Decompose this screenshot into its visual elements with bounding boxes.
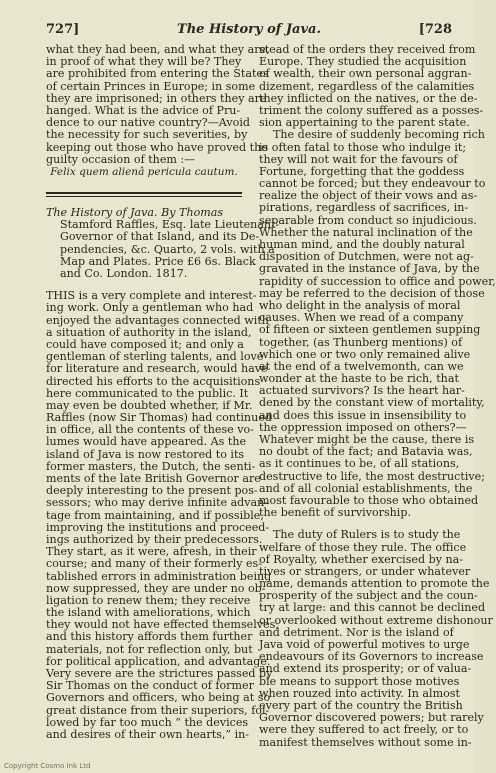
text-line: of certain Princes in Europe; in some [46,79,256,93]
text-line: manifest themselves without some in- [259,735,472,749]
text-line: Governor discovered powers; but rarely [259,711,484,725]
copyright-watermark: Copyright Cosmo Ink Ltd [4,762,91,770]
text-line: gravated in the instance of Java, by the [259,262,480,276]
text-line: former masters, the Dutch, the senti- [46,459,256,473]
text-line: they would not have effected themselves; [46,618,280,632]
text-line: and extend its prosperity; or of valua- [259,662,472,676]
text-line: Governors and officers, who being at so [46,691,271,705]
text-line: in office, all the contents of these vo- [46,423,254,437]
text-line: rapidity of succession to office and power, [259,274,496,288]
text-line: ble means to support those motives [259,674,460,688]
text-line: and this history affords them further [46,630,253,644]
text-line: for literature and research, would have [46,362,268,376]
text-line: island of Java is now restored to its [46,447,245,461]
text-line: ments of the late British Governor are [46,472,261,485]
review-heading-line: Governor of that Island, and its De- [60,230,260,244]
text-line: Fortune, forgetting that the goddess [259,164,465,178]
text-line: and detriment. Nor is the island of [259,625,454,639]
text-line: they will not wait for the favours of [259,152,458,166]
text-line: Very severe are the strictures passed by [46,667,273,680]
text-line: and desires of their own hearts,” in- [46,727,250,741]
page-number-left: 727] [46,22,80,37]
running-title: The History of Java. [177,22,321,37]
text-line: pirations, regardless of sacrifices, in- [259,201,469,215]
paragraph-desire-of-riches [259,128,496,520]
text-line: most favourable to those who obtained [259,493,479,507]
text-line: who delight in the analysis of moral [259,298,461,312]
text-line: every part of the country the British [259,698,463,712]
text-line: at the end of a twelvemonth, can we [259,359,464,373]
text-line: enjoyed the advantages connected with [46,313,269,327]
text-line: here communicated to the public. It [46,386,249,400]
text-line: The desire of suddenly becoming rich [273,128,485,142]
text-line: lumes would have appeared. As the [46,435,247,449]
text-line: great distance from their superiors, fol- [46,703,270,717]
text-line: sion appertaining to the parent state. [259,116,470,130]
review-heading-line: and Co. London. 1817. [60,267,188,280]
text-line: deeply interesting to the present pos- [46,484,258,498]
text-line: causes. When we read of a company [259,311,464,325]
text-line: what they had been, and what they are, [46,43,270,56]
text-line: endeavours of its Governors to increase [259,650,484,664]
text-line: Whether the natural inclination of the [259,225,473,239]
text-line: wonder at the haste to be rich, that [259,372,459,386]
text-line: sessors; who may derive infinite advan- [46,496,269,510]
text-line: dizement, regardless of the calamities [259,79,475,93]
text-line: improving the institutions and proceed- [46,520,270,534]
text-line: separable from conduct so injudicious. [259,213,477,227]
text-line: disposition of Dutchmen, were not ag- [259,250,474,264]
text-line: they inflicted on the natives, or the de- [259,91,478,105]
text-line: for political application, and advantage. [46,654,271,668]
text-line: tives or strangers, or under whatever [259,564,471,578]
text-line: tage from maintaining, and if possible, [46,508,264,522]
text-line: They start, as it were, afresh, in their [46,545,257,559]
text-line: Java void of powerful motives to urge [259,638,470,651]
text-line: Whatever might be the cause, there is [259,433,475,446]
text-line: stead of the orders they received from [259,43,476,56]
review-body [46,289,280,741]
text-line: name, demands attention to promote the [259,577,490,591]
review-heading-line: pendencies, &c. Quarto, 2 vols. with a [60,242,275,256]
text-line: and does this issue in insensibility to [259,408,467,422]
text-line: destructive to life, the most destructive; [259,469,485,483]
text-line: lowed by far too much “ the devices [46,715,249,729]
text-line: Sir Thomas on the conduct of former [46,679,254,693]
text-line: may even be doubted whether, if Mr. [46,398,253,412]
text-line: materials, not for reflection only, but [46,642,253,656]
text-line: actuated survivors? Is the heart har- [259,384,465,398]
text-line: Raffles (now Sir Thomas) had continued [46,411,272,425]
text-line: ings authorized by their predecessors. [46,532,263,546]
text-line: is often fatal to those who indulge it; [259,140,467,154]
text-line: now suppressed, they are under no ob- [46,581,266,595]
text-line: dened by the constant view of mortality, [259,396,485,410]
page-number-right: [728 [418,22,452,37]
review-heading-line: Map and Plates. Price £6 6s. Black [60,254,256,268]
text-line: ligation to renew them; they receive [46,593,251,607]
right-column [259,43,496,749]
review-title-line: The History of Java. By Thomas [46,206,224,220]
text-line: a situation of authority in the island, [46,325,252,339]
review-heading-line: Stamford Raffles, Esq. late Lieutenant- [60,218,280,232]
text-line: human mind, and the doubly natural [259,238,465,251]
running-header [46,22,452,40]
text-line: hanged. What is the advice of Pru- [46,103,241,117]
text-line: of Royalty, whether exercised by na- [259,552,464,566]
text-line: as it continues to be, of all stations, [259,457,460,471]
text-line: gentleman of sterling talents, and love [46,350,264,364]
text-line: try at large: and this cannot be declined [259,601,486,615]
text-line: or overlooked without extreme dishonour [259,613,493,627]
text-line: the necessity for such severities, by [46,128,248,142]
text-line: the island with ameliorations, which [46,606,251,620]
paragraph-continued [259,43,484,130]
intro-paragraph [46,43,270,166]
text-line: and of all colonial establishments, the [259,481,473,495]
text-line: of wealth, their own personal aggran- [259,67,472,81]
text-line: of fifteen or sixteen gentlemen supping [259,323,481,337]
review-heading [46,206,280,280]
text-line: in proof of what they will be? They [46,55,242,69]
text-line: no doubt of the fact; and Batavia was, [259,445,473,459]
text-line: which one or two only remained alive [259,347,471,361]
text-line: were they suffered to act freely, or to [259,723,469,737]
section-rule-thick [46,192,242,194]
text-line: may be referred to the decision of those [259,286,485,300]
text-line: could have composed it; and only a [46,337,244,351]
text-line: dence to our native country?—Avoid [46,116,250,130]
text-line: triment the colony suffered as a posses- [259,103,484,117]
text-line: keeping out those who have proved the [46,140,268,154]
text-line: cannot be forced; but they endeavour to [259,177,486,191]
text-line: when rouzed into activity. In almost [259,686,460,700]
text-line: course; and many of their formerly es- [46,557,263,571]
text-line: welfare of those they rule. The office [259,540,467,554]
text-line: together, (as Thunberg mentions) of [259,335,463,349]
text-line: realize the object of their vows and as- [259,189,478,203]
text-line: directed his efforts to the acquisitions [46,374,261,388]
text-line: they are imprisoned; in others they are [46,91,267,105]
text-line: the oppression imposed on others?— [259,420,467,434]
text-line: prosperity of the subject and the coun- [259,589,478,603]
text-line: ing work. Only a gentleman who had [46,301,254,315]
text-line: the benefit of survivorship. [259,506,411,520]
text-line: The duty of Rulers is to study the [273,528,461,542]
text-line: Europe. They studied the acquisition [259,55,467,69]
text-line: tablished errors in administration being [46,569,272,583]
text-line: THIS is a very complete and interest- [46,289,257,303]
text-line: guilty occasion of them :— [46,152,196,166]
left-column [46,43,280,741]
text-line: are prohibited from entering the States [46,67,269,81]
latin-motto: Felix quem alienâ pericula cautum. [50,165,238,178]
paragraph-duty-of-rulers [259,528,493,749]
section-rule-thin [46,196,242,197]
